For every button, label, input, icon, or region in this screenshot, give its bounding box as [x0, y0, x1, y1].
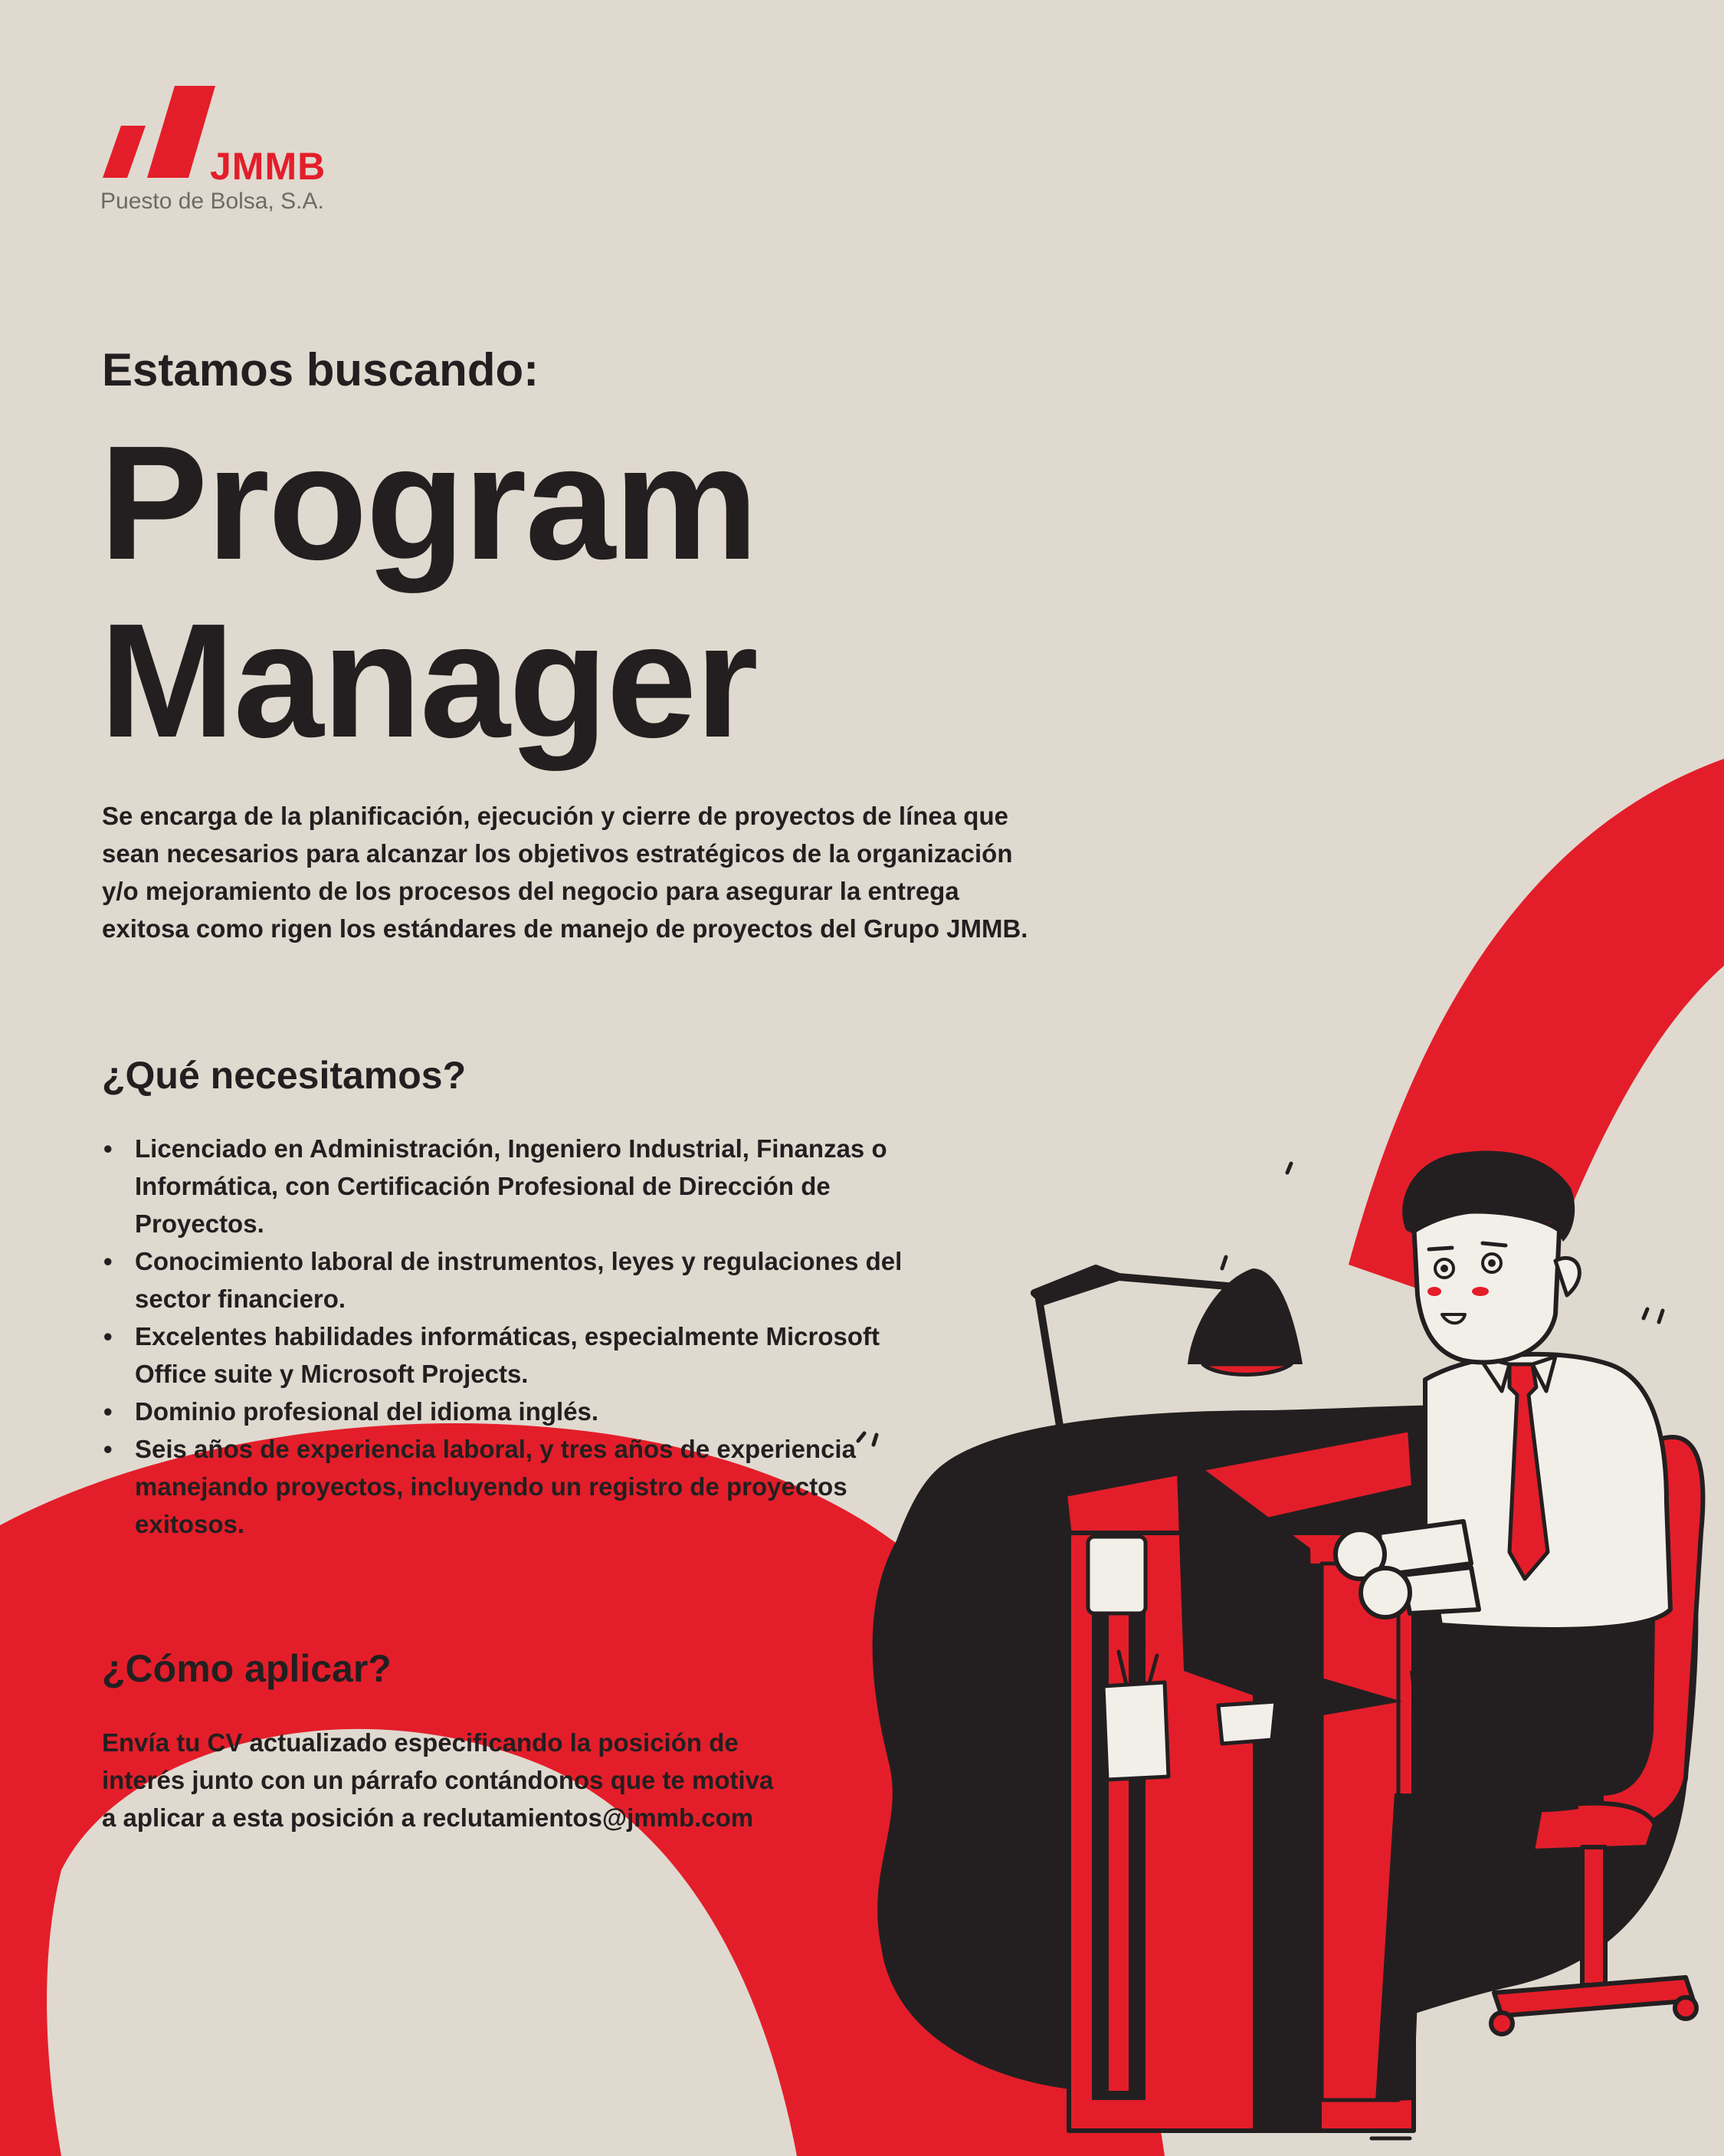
list-item: • Dominio profesional del idioma inglés.	[102, 1393, 929, 1430]
job-title	[100, 414, 757, 770]
job-title-line-2: Manager	[100, 589, 757, 771]
jmmb-logo	[98, 86, 351, 216]
requirements-list	[102, 1130, 929, 1543]
office-worker-illustration	[843, 1134, 1724, 2156]
list-item: • Excelentes habilidades informáticas, especialmente Microsoft Office suite y Microsoft Projects.	[102, 1318, 929, 1393]
apply-instructions: Envía tu CV actualizado especificando la posición de interés junto con un párrafo contándonos que te motiva a aplicar a esta posición a reclutamientos@jmmb.com	[102, 1728, 774, 1832]
apply-heading: ¿Cómo aplicar?	[102, 1647, 392, 1690]
list-item: • Licenciado en Administración, Ingeniero Industrial, Finanzas o Informática, con Certificación Profesional de Dirección de Proyectos.	[102, 1130, 929, 1242]
job-description: Se encarga de la planificación, ejecución y cierre de proyectos de línea que sean necesarios para alcanzar los objetivos estratégicos de la organización y/o mejoramiento de los procesos del negocio para asegurar la entrega exitosa como rigen los estándares de manejo de proyectos del Grupo JMMB.	[102, 802, 1028, 943]
list-item: • Seis años de experiencia laboral, y tres años de experiencia manejando proyectos, incluyendo un registro de proyectos exitosos.	[102, 1430, 929, 1543]
brand-name: JMMB	[210, 145, 326, 188]
list-item: • Conocimiento laboral de instrumentos, leyes y regulaciones del sector financiero.	[102, 1242, 929, 1318]
job-title-line-1: Program	[100, 412, 757, 593]
brand-subtitle: Puesto de Bolsa, S.A.	[100, 189, 324, 214]
requirements-heading: ¿Qué necesitamos?	[102, 1054, 467, 1097]
kicker: Estamos buscando:	[102, 344, 539, 395]
jmmb-logo-mark	[98, 86, 221, 182]
